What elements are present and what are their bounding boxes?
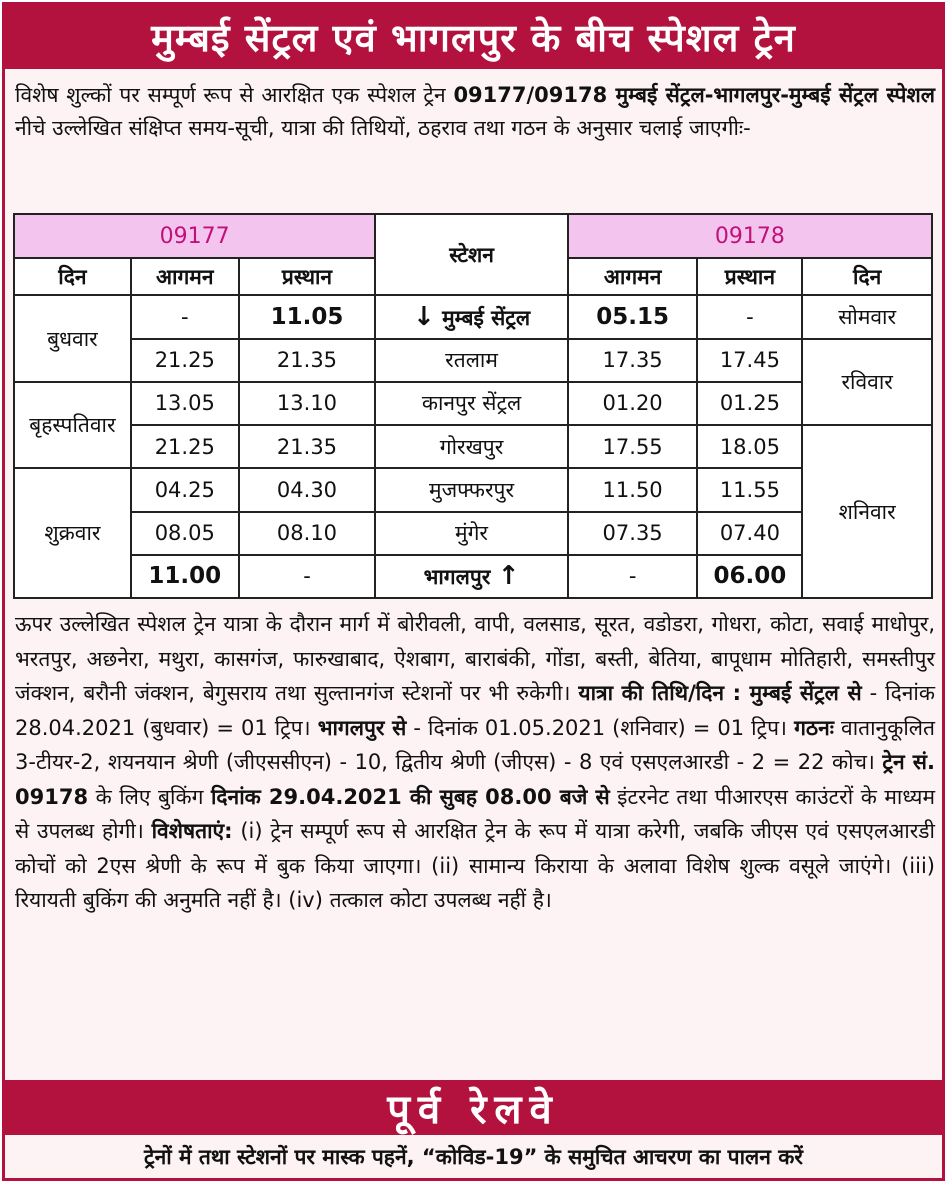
covid-notice	[5, 1135, 942, 1178]
down-departure: 04.30	[239, 468, 376, 511]
train-number-label: ट्रेन सं. 09178	[15, 750, 935, 809]
day-thursday: बृहस्पतिवार	[14, 382, 131, 468]
table-row	[14, 468, 932, 511]
from-bhagalpur-text: - दिनांक 01.05.2021 (शनिवार) = 01 ट्रिप।	[406, 715, 795, 740]
table-row	[14, 295, 932, 338]
down-arrival: 11.00	[131, 555, 239, 598]
down-departure: 21.35	[239, 425, 376, 468]
up-arrival: 17.55	[568, 425, 698, 468]
station-name: कानपुर सेंट्रल	[375, 382, 567, 425]
down-arrival: -	[131, 295, 239, 338]
train-number-down: 09177	[14, 214, 375, 258]
notice-title-text: मुम्बई सेंट्रल एवं भागलपुर के बीच स्पेशल ट्रेन	[151, 16, 796, 60]
travel-date-label: यात्रा की तिथि/दिन : मुम्बई सेंट्रल से	[578, 681, 862, 705]
railway-name: पूर्व रेलवे	[387, 1087, 560, 1133]
up-arrival: 01.20	[568, 382, 698, 425]
table-row	[14, 512, 932, 555]
col-day-up: दिन	[802, 258, 932, 295]
down-departure: -	[239, 555, 376, 598]
stops-text: ऊपर उल्लेखित स्पेशल ट्रेन यात्रा के दौरान मार्ग में बोरीवली, वापी, वलसाड, सूरत, वडोडरा, गोधरा, कोटा, सवाई माधोपुर, भरतपुर, अछनेरा, मथुरा, कासगंज, फारुखाबाद, ऐशबाग, बाराबंकी, गोंडा, बस्ती, बेतिया, बापूधाम मोतिहारी, समस्तीपुर जंक्शन, बरौनी जंक्शन, बेगुसराय तथा सुल्तानगंज स्टेशनों पर भी रुकेगी।	[15, 612, 935, 705]
up-departure: -	[697, 295, 802, 338]
railway-name-band	[5, 1080, 942, 1135]
down-arrival: 04.25	[131, 468, 239, 511]
col-arrival-up: आगमन	[568, 258, 698, 295]
station-header: स्टेशन	[375, 214, 567, 295]
notice-frame	[2, 2, 945, 1181]
up-departure: 11.55	[697, 468, 802, 511]
station-name: रतलाम	[375, 339, 567, 382]
notice-title	[5, 5, 942, 69]
booking-channel-text: इंटरनेट तथा पीआरएस काउंटरों के माध्यम से उपलब्ध होगी।	[15, 784, 935, 843]
up-departure: 07.40	[697, 512, 802, 555]
details-paragraph	[15, 607, 935, 918]
station-cell	[375, 295, 567, 338]
covid-notice-text: ट्रेनों में तथा स्टेशनों पर मास्क पहनें, “कोविड-19” के समुचित आचरण का पालन करें	[144, 1144, 803, 1169]
up-departure: 06.00	[697, 555, 802, 598]
station-name: मुंगेर	[375, 512, 567, 555]
down-arrival: 08.05	[131, 512, 239, 555]
station-name: मुजफ्फरपुर	[375, 468, 567, 511]
intro-train-name: 09177/09178 मुम्बई सेंट्रल-भागलपुर-मुम्बई सेंट्रल स्पेशल	[453, 83, 936, 107]
station-cell	[375, 555, 567, 598]
col-departure-down: प्रस्थान	[239, 258, 376, 295]
table-row	[14, 425, 932, 468]
down-arrival: 13.05	[131, 382, 239, 425]
table-row	[14, 382, 932, 425]
up-arrival: -	[568, 555, 698, 598]
down-arrival: 21.25	[131, 425, 239, 468]
day-monday: सोमवार	[802, 295, 932, 338]
arrow-down-icon: ↓	[412, 302, 435, 333]
table-row	[14, 555, 932, 598]
arrow-up-icon: ↑	[497, 561, 520, 592]
col-departure-up: प्रस्थान	[697, 258, 802, 295]
features-text: (i) ट्रेन सम्पूर्ण रूप से आरक्षित ट्रेन के रूप में यात्रा करेगी, जबकि जीएस एवं एसएलआरडी कोचों को 2एस श्रेणी के रूप में बुक किया जाएगा। (ii) सामान्य किराया के अलावा विशेष शुल्क वसूले जाएंगे। (iii) रियायती बुकिंग की अनुमति नहीं है। (iv) तत्काल कोटा उपलब्ध नहीं है।	[15, 819, 935, 912]
day-friday: शुक्रवार	[14, 468, 131, 598]
col-day-down: दिन	[14, 258, 131, 295]
down-departure: 11.05	[239, 295, 376, 338]
up-arrival: 05.15	[568, 295, 698, 338]
down-departure: 21.35	[239, 339, 376, 382]
from-bhagalpur-label: भागलपुर से	[317, 715, 407, 740]
up-departure: 17.45	[697, 339, 802, 382]
booking-date-label: दिनांक 29.04.2021 की सुबह 08.00 बजे से	[210, 784, 610, 809]
day-sunday: रविवार	[802, 339, 932, 425]
up-arrival: 17.35	[568, 339, 698, 382]
col-arrival-down: आगमन	[131, 258, 239, 295]
features-label: विशेषताएं:	[151, 819, 233, 843]
table-row	[14, 339, 932, 382]
intro-paragraph	[15, 79, 935, 145]
intro-text-2: नीचे उल्लेखित संक्षिप्त समय-सूची, यात्रा की तिथियों, ठहराव तथा गठन के अनुसार चलाई जाएगीः-	[15, 116, 751, 140]
intro-text-1: विशेष शुल्कों पर सम्पूर्ण रूप से आरक्षित एक स्पेशल ट्रेन	[15, 83, 454, 107]
booking-text: के लिए बुकिंग	[88, 784, 211, 809]
day-wednesday: बुधवार	[14, 295, 131, 381]
up-departure: 18.05	[697, 425, 802, 468]
travel-date-text: - दिनांक 28.04.2021 (बुधवार) = 01 ट्रिप।	[15, 681, 935, 740]
train-number-up: 09178	[568, 214, 932, 258]
station-name: गोरखपुर	[375, 425, 567, 468]
day-saturday: शनिवार	[802, 425, 932, 598]
up-arrival: 11.50	[568, 468, 698, 511]
composition-label: गठनः	[794, 715, 834, 740]
station-name: मुम्बई सेंट्रल	[442, 306, 531, 331]
down-departure: 13.10	[239, 382, 376, 425]
up-departure: 01.25	[697, 382, 802, 425]
composition-text: वातानुकूलित 3-टीयर-2, शयनयान श्रेणी (जीएससीएन) - 10, द्वितीय श्रेणी (जीएस) - 8 एवं एसएलआरडी - 2 = 22 कोच।	[15, 715, 935, 774]
down-departure: 08.10	[239, 512, 376, 555]
station-name: भागलपुर	[423, 565, 491, 590]
up-arrival: 07.35	[568, 512, 698, 555]
timetable	[13, 213, 933, 599]
down-arrival: 21.25	[131, 339, 239, 382]
